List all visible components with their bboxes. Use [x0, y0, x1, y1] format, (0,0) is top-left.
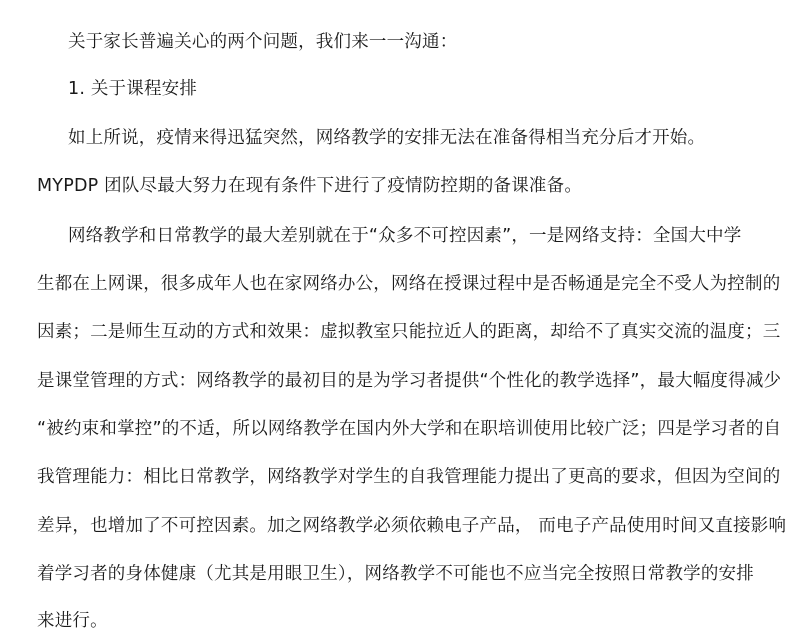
paragraph-line: 如上所说，疫情来得迅猛突然，网络教学的安排无法在准备得相当充分后才开始。 — [68, 128, 706, 148]
paragraph-line: 是课堂管理的方式：网络教学的最初目的是为学习者提供“个性化的教学选择”，最大幅度得减少 — [37, 371, 782, 391]
section-heading: 1. 关于课程安排 — [68, 79, 198, 99]
intro-line: 关于家长普遍关心的两个问题，我们来一一沟通： — [68, 32, 458, 52]
paragraph-line: 我管理能力：相比日常教学，网络教学对学生的自我管理能力提出了更高的要求，但因为空间的 — [37, 467, 781, 487]
paragraph-line: “被约束和掌控”的不适，所以网络教学在国内外大学和在职培训使用比较广泛；四是学习者的自 — [37, 419, 782, 439]
paragraph-line: 着学习者的身体健康（尤其是用眼卫生），网络教学不可能也不应当完全按照日常教学的安排 — [37, 564, 754, 584]
paragraph-line: 因素；二是师生互动的方式和效果：虚拟教室只能拉近人的距离，却给不了真实交流的温度；三 — [37, 322, 781, 342]
paragraph-line: 差异，也增加了不可控因素。加之网络教学必须依赖电子产品， 而电子产品使用时间又直接影响 — [37, 516, 787, 536]
paragraph-line: 生都在上网课，很多成年人也在家网络办公，网络在授课过程中是否畅通是完全不受人为控制的 — [37, 274, 781, 294]
paragraph-line: MYPDP 团队尽最大努力在现有条件下进行了疫情防控期的备课准备。 — [37, 176, 583, 196]
paragraph-line: 来进行。 — [37, 611, 108, 631]
paragraph-line: 网络教学和日常教学的最大差别就在于“众多不可控因素”，一是网络支持：全国大中学 — [68, 226, 742, 246]
